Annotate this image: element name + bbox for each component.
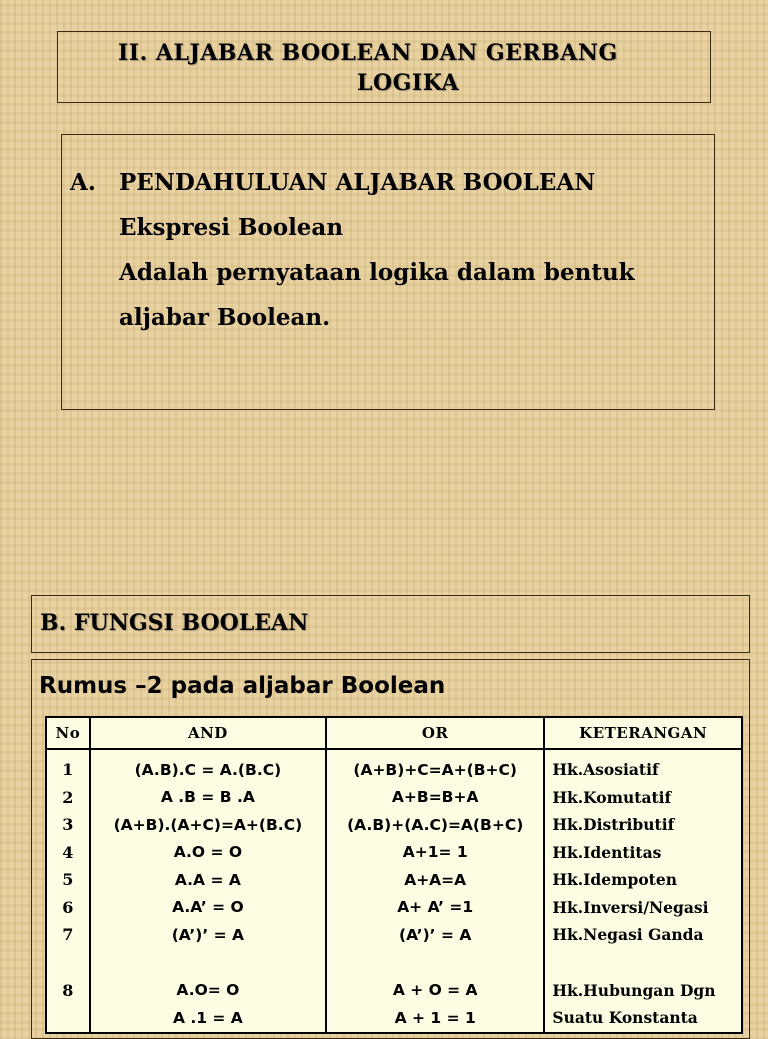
slide-title-line1: II. ALJABAR BOOLEAN DAN GERBANG (118, 40, 618, 66)
row-no: 6 (46, 894, 90, 922)
section-a-desc-line2: aljabar Boolean. (119, 304, 331, 331)
header-keterangan: KETERANGAN (544, 717, 742, 749)
section-a-marker: A. (70, 169, 96, 196)
row-keterangan: Hk.Asosiatif (544, 756, 742, 784)
title-box (57, 31, 711, 103)
row-keterangan: Hk.Inversi/Negasi (544, 894, 742, 922)
table-row (46, 894, 742, 922)
section-a-desc-line1: Adalah pernyataan logika dalam bentuk (119, 259, 635, 286)
row-keterangan: Hk.Negasi Ganda (544, 921, 742, 949)
row-keterangan: Hk.Idempoten (544, 866, 742, 894)
row-no: 8 (46, 977, 90, 1005)
row-no: 1 (46, 756, 90, 784)
row-and: A .1 = A (90, 1004, 326, 1033)
row-or: A+ A’ =1 (326, 894, 544, 922)
row-or: (A.B)+(A.C)=A(B+C) (326, 811, 544, 839)
section-a-heading: PENDAHULUAN ALJABAR BOOLEAN (119, 169, 596, 196)
table-row (46, 839, 742, 867)
rumus-title: Rumus –2 pada aljabar Boolean (39, 673, 446, 699)
table-row (46, 756, 742, 784)
row-and: A.A = A (90, 866, 326, 894)
row-and: A.O= O (90, 977, 326, 1005)
row-no: 3 (46, 811, 90, 839)
section-a-subheading: Ekspresi Boolean (119, 214, 344, 241)
header-and: AND (90, 717, 326, 749)
row-or: A + O = A (326, 977, 544, 1005)
row-or: (A’)’ = A (326, 921, 544, 949)
row-or: A+1= 1 (326, 839, 544, 867)
row-or: A+A=A (326, 866, 544, 894)
section-b-box (31, 595, 750, 653)
row-keterangan: Suatu Konstanta (544, 1004, 742, 1033)
row-and: (A+B).(A+C)=A+(B.C) (90, 811, 326, 839)
table-row (46, 784, 742, 812)
row-no: 7 (46, 921, 90, 949)
header-or: OR (326, 717, 544, 749)
row-no (46, 949, 90, 977)
row-keterangan: Hk.Komutatif (544, 784, 742, 812)
section-b-heading: B. FUNGSI BOOLEAN (40, 610, 309, 636)
row-and: A .B = B .A (90, 784, 326, 812)
row-or: A + 1 = 1 (326, 1004, 544, 1033)
row-or (326, 949, 544, 977)
row-keterangan: Hk.Identitas (544, 839, 742, 867)
row-keterangan (544, 949, 742, 977)
header-no: No (46, 717, 90, 749)
rumus-table (45, 716, 743, 1034)
section-a-box (61, 134, 715, 410)
row-or: A+B=B+A (326, 784, 544, 812)
table-row (46, 866, 742, 894)
row-and: (A’)’ = A (90, 921, 326, 949)
row-and: A.A’ = O (90, 894, 326, 922)
table-row (46, 1004, 742, 1033)
slide-title-line2: LOGIKA (357, 70, 460, 96)
table-header-row (46, 717, 742, 749)
row-no (46, 1004, 90, 1033)
table-row (46, 921, 742, 949)
table-row (46, 949, 742, 977)
row-or: (A+B)+C=A+(B+C) (326, 756, 544, 784)
row-and: A.O = O (90, 839, 326, 867)
table-row (46, 811, 742, 839)
row-keterangan: Hk.Hubungan Dgn (544, 977, 742, 1005)
row-no: 5 (46, 866, 90, 894)
row-no: 2 (46, 784, 90, 812)
row-no: 4 (46, 839, 90, 867)
row-and (90, 949, 326, 977)
row-keterangan: Hk.Distributif (544, 811, 742, 839)
row-and: (A.B).C = A.(B.C) (90, 756, 326, 784)
table-row (46, 977, 742, 1005)
